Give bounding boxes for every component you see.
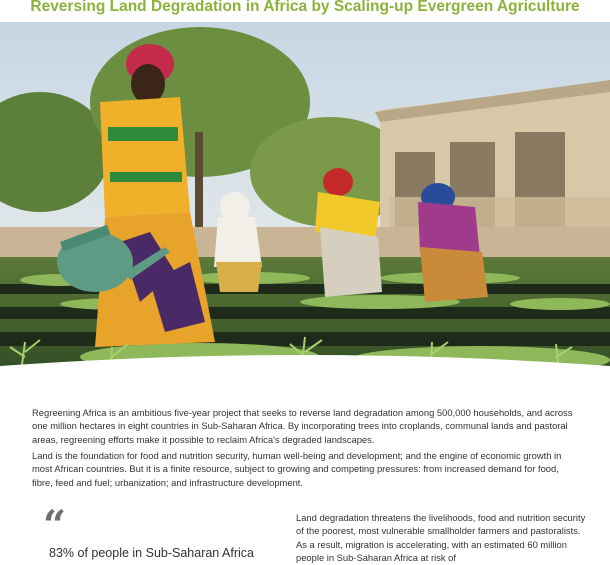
intro-paragraph: Regreening Africa is an ambitious five-year project that seeks to reverse land degradation among 500,000 households, and across one million hectares in eight countries in Sub-Saharan Africa. By incorporating trees into croplands, communal lands and pastoral areas, regreening efforts make it possible to reclaim Africa's degraded landscapes. — [32, 407, 573, 445]
photo-credit: Photo:World Agroforestry Centre/Sophie Mbugua — [447, 364, 600, 371]
quote-mark-icon: “ — [43, 502, 67, 549]
page-title: Reversing Land Degradation in Africa by Scaling-up Evergreen Agriculture — [30, 0, 580, 15]
foundation-paragraph: Land is the foundation for food and nutrition security, human well-being and development; and the engine of economic growth in most African countries. But it is a finite resource, subject to growing and competing pressures: from increased demand for food, fibre, feed and fuel; urbanization; and infrastructure development. — [32, 450, 562, 488]
pullquote-text: 83% of people in Sub-Saharan Africa — [49, 546, 254, 560]
hero-photo — [0, 22, 610, 380]
column-paragraph: Land degradation threatens the livelihoods, food and nutrition security of the poorest, most vulnerable smallholder farmers and pastoralists. As a result, migration is accelerating, with an estimated 60 million people in Sub-Saharan Africa at risk of — [296, 512, 586, 564]
